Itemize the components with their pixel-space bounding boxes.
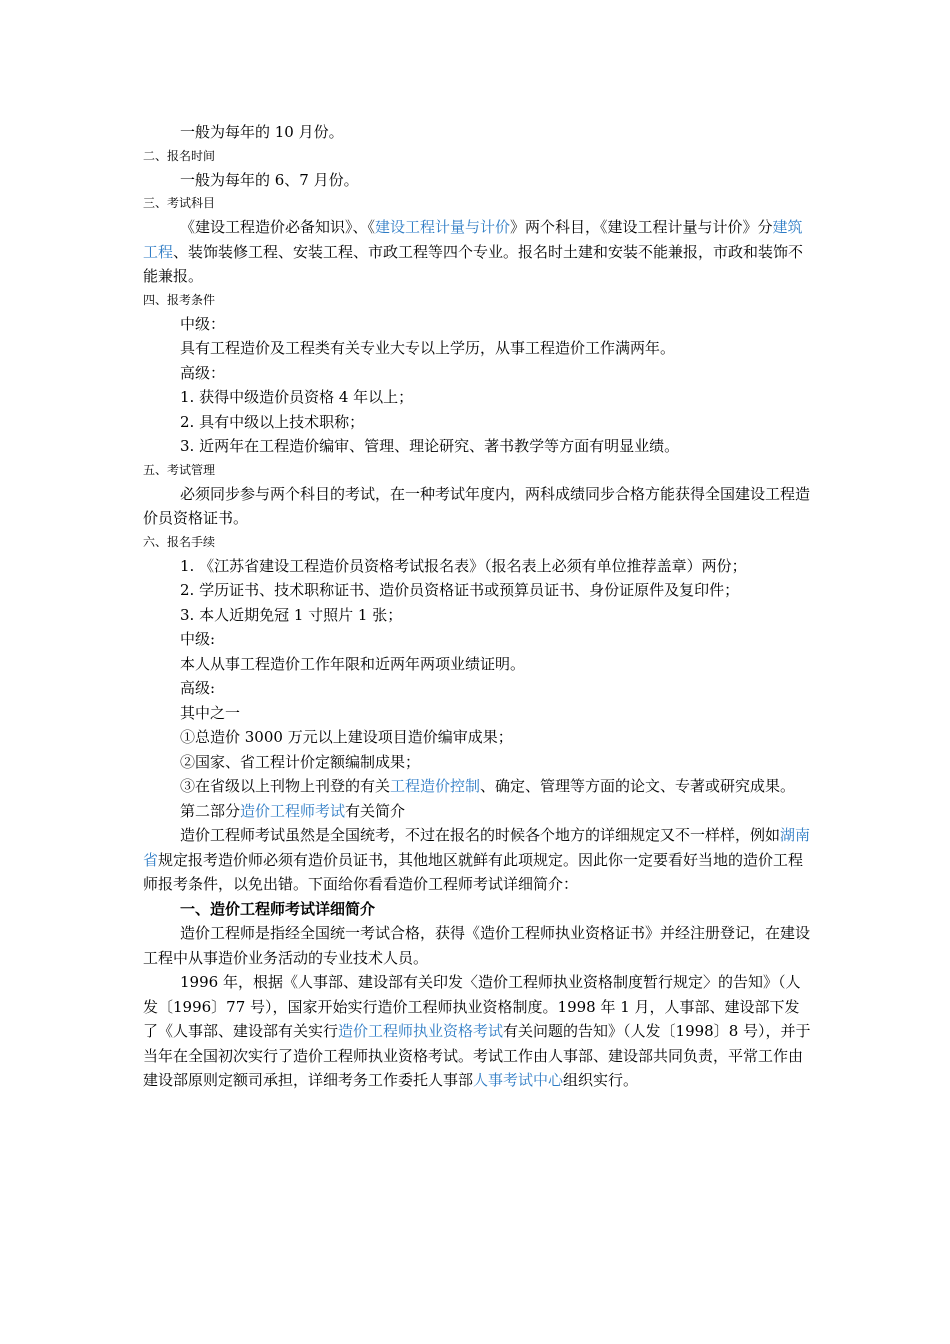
text-run: 第二部分 bbox=[180, 801, 241, 820]
text-run: 、确定、管理等方面的论文、专著或研究成果。 bbox=[480, 777, 796, 795]
section-heading-exam-subjects: 三、考试科目 bbox=[143, 196, 216, 210]
paragraph-exam-management: 必须同步参与两个科目的考试，在一种考试年度内，两科成绩同步合格方能获得全国建设工程造价员资格证书。 bbox=[143, 484, 811, 527]
section-heading-registration-time: 二、报名时间 bbox=[143, 148, 216, 163]
paragraph-procedure-line: 高级: bbox=[180, 679, 216, 697]
bold-heading-exam-details: 一、造价工程师考试详细简介 bbox=[180, 899, 376, 918]
text-run: 》两个科目，《建设工程计量与计价》分 bbox=[510, 218, 773, 236]
part-two-title bbox=[143, 799, 811, 824]
text-run: 1996 年，根据《人事部、建设部有关印发〈造价工程师执业资格制度暂行规定〉的告知》（人发〔1996〕77 号），国家开始实行造价工程师执业资格制度。1998 年 1 月，人事部、建设部下发了《人事部、建设部有关实行 bbox=[143, 973, 801, 1040]
section-heading-exam-management: 五、考试管理 bbox=[143, 462, 216, 477]
text-run: 规定报考造价师必须有造价员证书，其他地区就鲜有此项规定。因此你一定要看好当地的造价工程师报考条件，以免出错。下面给你看看造价工程师考试详细简介： bbox=[143, 850, 804, 893]
paragraph-history bbox=[143, 970, 811, 1093]
paragraph-exam-subjects bbox=[143, 215, 811, 289]
paragraph-procedure-research bbox=[143, 774, 811, 799]
link-construction-measurement-pricing[interactable]: 建设工程计量与计价 bbox=[375, 218, 511, 236]
link-cost-engineer-exam[interactable]: 造价工程师考试 bbox=[240, 801, 346, 820]
paragraph-exam-time: 一般为每年的 10 月份。 bbox=[180, 123, 344, 141]
text-run: 有关问题的告知》（人发〔1998〕8 号），并于当年在全国初次实行了造价工程师执业资格考试。考试工作由人事部、建设部共同负责，平常工作由建设部原则定额司承担，详细考务工作委托人事部 bbox=[143, 1022, 811, 1089]
paragraph-exam-overview bbox=[143, 823, 811, 897]
paragraph-procedure-line: ①总造价 3000 万元以上建设项目造价编审成果； bbox=[180, 728, 513, 746]
paragraph-procedure-line: ②国家、省工程计价定额编制成果； bbox=[180, 752, 421, 771]
paragraph-eligibility-line: 2. 具有中级以上技术职称； bbox=[180, 412, 365, 431]
link-hunan-province[interactable]: 湖南省 bbox=[143, 826, 811, 869]
link-personnel-exam-center[interactable]: 人事考试中心 bbox=[473, 1071, 564, 1089]
text-run: 组织实行。 bbox=[563, 1071, 639, 1089]
paragraph-eligibility-line: 1. 获得中级造价员资格 4 年以上； bbox=[180, 388, 414, 406]
text-run: 造价工程师考试虽然是全国统考，不过在报名的时候各个地方的详细规定又不一样样，例如 bbox=[180, 826, 781, 844]
paragraph-eligibility-line: 中级： bbox=[180, 314, 226, 333]
link-building-engineering[interactable]: 建筑工程 bbox=[143, 218, 803, 261]
paragraph-procedure-line: 2. 学历证书、技术职称证书、造价员资格证书或预算员证书、身份证原件及复印件； bbox=[180, 581, 740, 599]
paragraph-registration-time: 一般为每年的 6、7 月份。 bbox=[180, 170, 359, 189]
link-qualification-exam[interactable]: 造价工程师执业资格考试 bbox=[338, 1022, 504, 1040]
paragraph-eligibility-line: 高级： bbox=[180, 363, 226, 382]
section-heading-registration-procedure: 六、报名手续 bbox=[143, 534, 216, 549]
paragraph-eligibility-line: 3. 近两年在工程造价编审、管理、理论研究、著书教学等方面有明显业绩。 bbox=[180, 437, 680, 455]
paragraph-procedure-line: 1. 《江苏省建设工程造价员资格考试报名表》（报名表上必须有单位推荐盖章）两份； bbox=[180, 556, 747, 575]
text-run: 《建设工程造价必备知识》、《 bbox=[180, 218, 376, 236]
section-heading-eligibility: 四、报考条件 bbox=[143, 292, 216, 307]
paragraph-procedure-line: 3. 本人近期免冠 1 寸照片 1 张； bbox=[180, 605, 403, 624]
document-body bbox=[143, 120, 811, 1093]
link-cost-control[interactable]: 工程造价控制 bbox=[390, 777, 481, 795]
paragraph-procedure-line: 中级: bbox=[180, 630, 216, 648]
paragraph-procedure-line: 本人从事工程造价工作年限和近两年两项业绩证明。 bbox=[180, 654, 526, 673]
paragraph-cost-engineer-definition: 造价工程师是指经全国统一考试合格，获得《造价工程师执业资格证书》并经注册登记，在建设工程中从事造价业务活动的专业技术人员。 bbox=[143, 924, 811, 967]
paragraph-eligibility-line: 具有工程造价及工程类有关专业大专以上学历，从事工程造价工作满两年。 bbox=[180, 339, 676, 357]
text-run: 、装饰装修工程、安装工程、市政工程等四个专业。报名时土建和安装不能兼报，市政和装饰不能兼报。 bbox=[143, 242, 804, 285]
text-run: ③在省级以上刊物上刊登的有关 bbox=[180, 777, 391, 795]
text-run: 有关简介 bbox=[345, 801, 406, 820]
paragraph-procedure-line: 其中之一 bbox=[180, 703, 241, 722]
